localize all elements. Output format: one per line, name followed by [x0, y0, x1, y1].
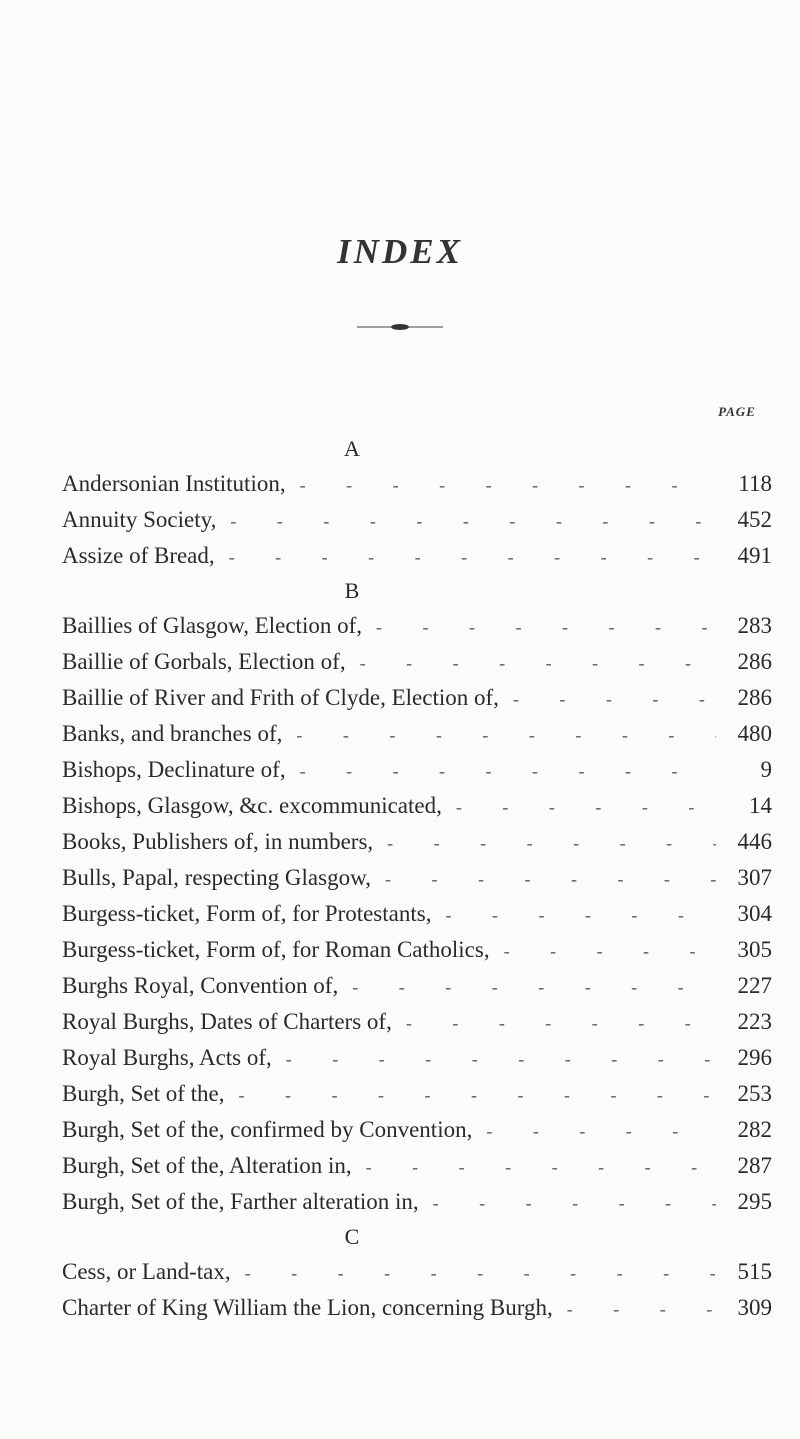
page-column-header: PAGE: [718, 404, 756, 419]
dot-leader: [419, 1185, 716, 1221]
entry-page-number: 14: [749, 793, 772, 818]
dot-leader: [231, 1255, 716, 1291]
entry-name: Burgess-ticket, Form of, for Roman Catholics,: [62, 937, 490, 962]
entry-name: Burgh, Set of the, Farther alteration in,: [62, 1189, 419, 1214]
dot-leader: [346, 645, 716, 681]
dot-leader: [286, 467, 716, 503]
entry-page-number: 223: [737, 1009, 772, 1034]
dot-leader: [216, 503, 716, 539]
entry-name: Baillie of Gorbals, Election of,: [62, 649, 346, 674]
entry-page-number: 304: [737, 901, 772, 926]
index-entry: [62, 1290, 772, 1326]
section-letter: C: [344, 1224, 360, 1249]
section-letter: B: [344, 578, 360, 603]
entry-page-number: 296: [737, 1045, 772, 1070]
index-entry: [62, 644, 772, 680]
entry-page-number: 491: [737, 543, 772, 568]
index-list: [62, 432, 772, 1326]
entry-name: Bishops, Glasgow, &c. excommunicated,: [62, 793, 442, 818]
entry-name: Baillies of Glasgow, Election of,: [62, 613, 362, 638]
entry-name: Baillie of River and Frith of Clyde, Election of,: [62, 685, 499, 710]
entry-page-number: 446: [737, 829, 772, 854]
index-entry: [62, 1184, 772, 1220]
dot-leader: [282, 717, 716, 753]
entry-name: Cess, or Land-tax,: [62, 1259, 231, 1284]
entry-page-number: 286: [737, 685, 772, 710]
entry-name: Burgh, Set of the, Alteration in,: [62, 1153, 352, 1178]
index-entry: [62, 860, 772, 896]
dot-leader: [286, 753, 716, 789]
entry-name: Banks, and branches of,: [62, 721, 283, 746]
index-entry: [62, 1148, 772, 1184]
dot-leader: [373, 825, 716, 861]
index-entry: [62, 1254, 772, 1290]
entry-name: Burghs Royal, Convention of,: [62, 973, 339, 998]
entry-page-number: 118: [738, 471, 772, 496]
entry-page-number: 295: [737, 1189, 772, 1214]
dot-leader: [371, 861, 716, 897]
index-entry: [62, 932, 772, 968]
index-entry: [62, 608, 772, 644]
entry-name: Royal Burghs, Dates of Charters of,: [62, 1009, 392, 1034]
entry-name: Burgh, Set of the,: [62, 1081, 225, 1106]
dot-leader: [338, 969, 716, 1005]
entry-page-number: 452: [737, 507, 772, 532]
index-entry: [62, 1112, 772, 1148]
index-entry: [62, 752, 772, 788]
page-title: INDEX: [337, 232, 463, 271]
entry-page-number: 286: [737, 649, 772, 674]
entry-name: Royal Burghs, Acts of,: [62, 1045, 272, 1070]
section-letter: A: [344, 436, 360, 461]
entry-page-number: 282: [737, 1117, 772, 1142]
dot-leader: [499, 681, 716, 717]
entry-page-number: 480: [737, 721, 772, 746]
dot-leader: [224, 1077, 716, 1113]
ornament-divider: [355, 322, 445, 332]
dot-leader: [392, 1005, 716, 1041]
entry-page-number: 283: [737, 613, 772, 638]
entry-page-number: 305: [737, 937, 772, 962]
entry-name: Assize of Bread,: [62, 543, 215, 568]
index-entry: [62, 896, 772, 932]
index-entry: [62, 1040, 772, 1076]
dot-leader: [490, 933, 716, 969]
dot-leader: [472, 1113, 716, 1149]
index-entry: [62, 824, 772, 860]
dot-leader: [272, 1041, 716, 1077]
entry-name: Andersonian Institution,: [62, 471, 286, 496]
entry-page-number: 515: [737, 1259, 772, 1284]
dot-leader: [215, 539, 716, 575]
dot-leader: [431, 897, 716, 933]
entry-page-number: 307: [737, 865, 772, 890]
entry-name: Charter of King William the Lion, concerning Burgh,: [62, 1295, 553, 1320]
dot-leader: [362, 609, 716, 645]
dot-leader: [553, 1291, 716, 1327]
entry-page-number: 227: [737, 973, 772, 998]
index-entry: [62, 680, 772, 716]
index-entry: [62, 968, 772, 1004]
dot-leader: [442, 789, 716, 825]
index-entry: [62, 1004, 772, 1040]
entry-name: Books, Publishers of, in numbers,: [62, 829, 374, 854]
entry-name: Burgh, Set of the, confirmed by Convention,: [62, 1117, 473, 1142]
index-entry: [62, 538, 772, 574]
entry-name: Bulls, Papal, respecting Glasgow,: [62, 865, 371, 890]
entry-name: Burgess-ticket, Form of, for Protestants,: [62, 901, 432, 926]
entry-page-number: 309: [737, 1295, 772, 1320]
index-entry: [62, 1076, 772, 1112]
index-entry: [62, 716, 772, 752]
dot-leader: [352, 1149, 716, 1185]
index-entry: [62, 788, 772, 824]
entry-page-number: 9: [760, 757, 772, 782]
index-entry: [62, 466, 772, 502]
entry-name: Bishops, Declinature of,: [62, 757, 286, 782]
entry-name: Annuity Society,: [62, 507, 217, 532]
index-entry: [62, 502, 772, 538]
entry-page-number: 287: [737, 1153, 772, 1178]
entry-page-number: 253: [737, 1081, 772, 1106]
